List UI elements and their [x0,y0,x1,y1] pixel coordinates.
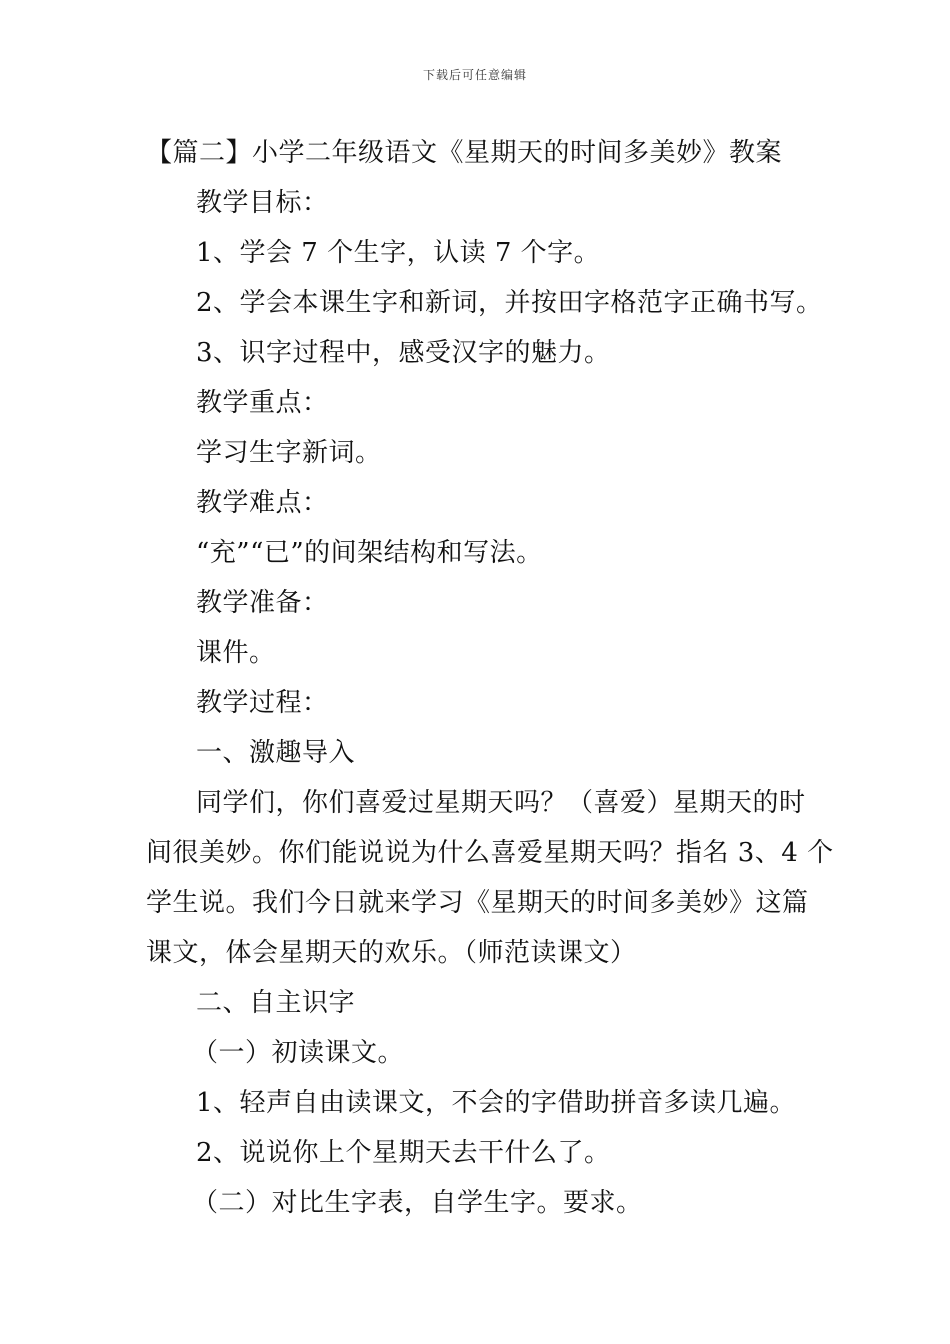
paragraph-line: 间很美妙。你们能说说为什么喜爱星期天吗？指名 3、4 个 [146,838,834,868]
key-points-text: 学习生字新词。 [196,438,382,468]
document-body [146,128,834,1228]
key-points-heading: 教学重点： [196,388,329,418]
paragraph-line: 学生说。我们今日就来学习《星期天的时间多美妙》这篇 [146,888,809,918]
goal-item-2: 2、学会本课生字和新词，并按田字格范字正确书写。 [196,288,823,318]
sub2-heading: （二）对比生字表，自学生字。要求。 [192,1188,643,1218]
difficulty-heading: 教学难点： [196,488,329,518]
goals-heading: 教学目标： [196,188,329,218]
section2-heading: 二、自主识字 [196,988,356,1018]
sub1-item-1: 1、轻声自由读课文，不会的字借助拼音多读几遍。 [196,1088,797,1118]
goal-item-3: 3、识字过程中，感受汉字的魅力。 [196,338,611,368]
document-title: 【篇二】小学二年级语文《星期天的时间多美妙》教案 [146,138,783,168]
paragraph-line: 课文，体会星期天的欢乐。（师范读课文） [146,938,637,968]
prep-heading: 教学准备： [196,588,329,618]
difficulty-text: “充”“已”的间架结构和写法。 [196,538,543,568]
process-heading: 教学过程： [196,688,329,718]
paragraph-line: 同学们，你们喜爱过星期天吗？（喜爱）星期天的时 [196,788,806,818]
page-header-note: 下载后可任意编辑 [422,68,527,82]
sub1-heading: （一）初读课文。 [192,1038,405,1068]
prep-text: 课件。 [196,638,276,668]
section1-heading: 一、激趣导入 [196,738,356,768]
goal-item-1: 1、学会 7 个生字，认读 7 个字。 [196,238,601,268]
sub1-item-2: 2、说说你上个星期天去干什么了。 [196,1138,611,1168]
section1-paragraph [146,778,834,978]
